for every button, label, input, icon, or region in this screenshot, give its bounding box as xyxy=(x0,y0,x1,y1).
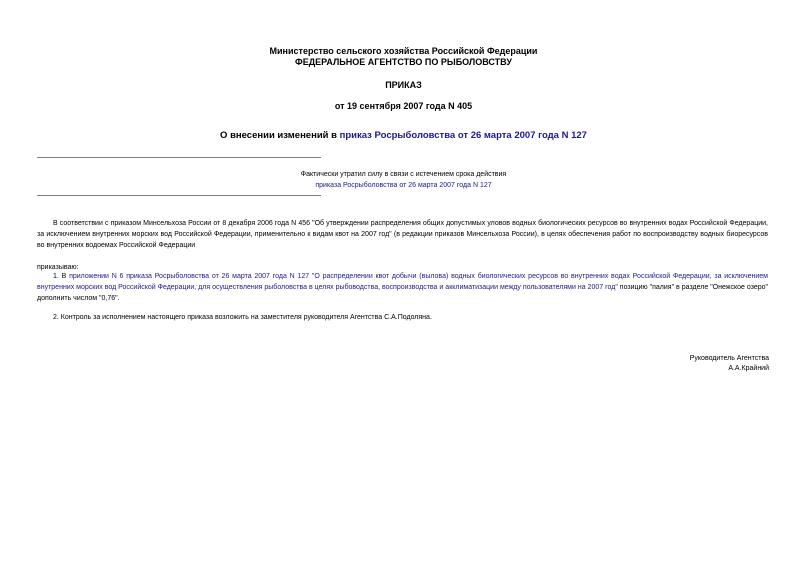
document-title-link[interactable]: приказ Росрыболовства от 26 марта 2007 года N 127 xyxy=(339,130,587,141)
signature-position: Руководитель Агентства xyxy=(689,355,769,362)
decree-word: приказываю: xyxy=(37,264,79,271)
status-note-link[interactable]: приказа Росрыболовства от 26 марта 2007 года N 127 xyxy=(315,182,492,189)
item-1-prefix: 1. В xyxy=(53,273,70,280)
item-1-paragraph xyxy=(37,271,768,304)
document-type-heading: ПРИКАЗ xyxy=(385,80,422,90)
status-note-line2 xyxy=(0,180,807,191)
agency-heading: ФЕДЕРАЛЬНОЕ АГЕНТСТВО ПО РЫБОЛОВСТВУ xyxy=(295,57,512,67)
document-title xyxy=(0,130,807,141)
status-note-text: Фактически утратил силу в связи с истечением срока действия xyxy=(300,171,507,178)
signature-name: А.А.Крайний xyxy=(728,365,769,372)
item-1-suffix: позицию "палия" в разделе "Онежское озеро" дополнить числом "0,76". xyxy=(37,284,768,302)
item-2-paragraph: 2. Контроль за исполнением настоящего приказа возложить на заместителя руководителя Агентства С.А.Подоляна. xyxy=(53,314,432,321)
document-title-prefix: О внесении изменений в xyxy=(220,130,340,141)
divider-bottom xyxy=(37,195,321,196)
ministry-heading: Министерство сельского хозяйства Российской Федерации xyxy=(269,46,538,56)
item-1-link[interactable]: приложении N 6 приказа Росрыболовства от 26 марта 2007 года N 127 "О распределении квот добычи (вылова) водных биологических ресурсов во внутренних водах Российской Федерации, за исключением внутренних морских вод Российской Федерации, для осуществления рыболовства в целях рыбоводства, воспроизводства и акклиматизации между пользователями на 2007 год" xyxy=(37,273,768,291)
divider-top xyxy=(37,157,321,158)
document-date-number: от 19 сентября 2007 года N 405 xyxy=(334,101,473,111)
intro-paragraph: В соответствии с приказом Минсельхоза России от 8 декабря 2006 года N 456 "Об утверждении распределения общих допустимых уловов водных биологических ресурсов во внутренних водах Российской Федерации, за исключением внутренних морских вод Российской Федерации, применительно к видам квот на 2007 год" (в редакции приказов Минсельхоза России), в целях обеспечения работ по воспроизводству водных биоресурсов во внутренних водоемах Российской Федерации xyxy=(37,220,768,249)
